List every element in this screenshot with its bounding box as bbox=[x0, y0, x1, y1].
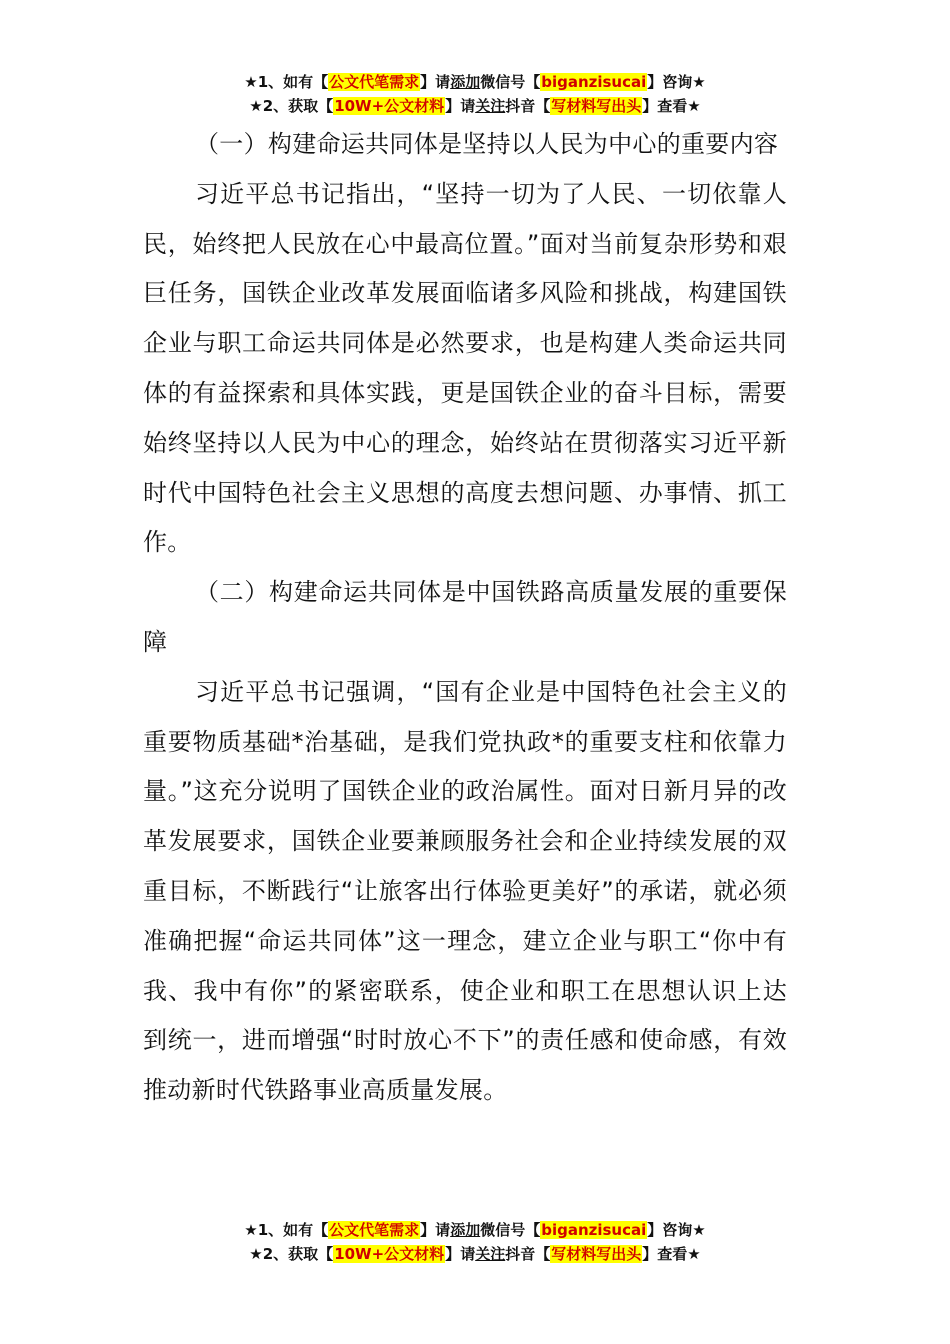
banner-text: ★1、如有【 bbox=[244, 73, 329, 91]
banner-highlight: 公文代笔需求 bbox=[329, 1221, 420, 1239]
banner-text: 】咨询★ bbox=[647, 73, 706, 91]
banner-underlined-text: 添加 bbox=[450, 1221, 481, 1239]
banner-text: 】请 bbox=[445, 97, 476, 115]
banner-text: ★1、如有【 bbox=[244, 1221, 329, 1239]
banner-line-1 bbox=[0, 1218, 950, 1242]
banner-line-2 bbox=[0, 1242, 950, 1266]
banner-highlight: 10W+公文材料 bbox=[334, 97, 445, 115]
banner-highlight: 写材料写出头 bbox=[551, 97, 642, 115]
banner-underlined-text: 添加 bbox=[450, 73, 481, 91]
footer-banner bbox=[0, 1218, 950, 1266]
banner-highlight: biganzisucai bbox=[541, 73, 647, 91]
banner-text: 】查看★ bbox=[642, 1245, 701, 1263]
banner-text: 微信号【 bbox=[480, 73, 541, 91]
banner-text: 抖音【 bbox=[505, 1245, 551, 1263]
banner-highlight: 公文代笔需求 bbox=[329, 73, 420, 91]
paragraph-1: 习近平总书记指出，“坚持一切为了人民、一切依靠人民，始终把人民放在心中最高位置。”面对当前复杂形势和艰巨任务，国铁企业改革发展面临诸多风险和挑战，构建国铁企业与职工命运共同体是必然要求，也是构建人类命运共同体的有益探索和具体实践，更是国铁企业的奋斗目标，需要始终坚持以人民为中心的理念，始终站在贯彻落实习近平新时代中国特色社会主义思想的高度去想问题、办事情、抓工作。 bbox=[143, 179, 787, 557]
banner-text: ★2、获取【 bbox=[249, 1245, 334, 1263]
banner-text: 】请 bbox=[420, 1221, 451, 1239]
banner-line-1 bbox=[0, 70, 950, 94]
paragraph-2: 习近平总书记强调，“国有企业是中国特色社会主义的重要物质基础*治基础，是我们党执政*的重要支柱和依靠力量。”这充分说明了国铁企业的政治属性。面对日新月异的改革发展要求，国铁企业要兼顾服务社会和企业持续发展的双重目标，不断践行“让旅客出行体验更美好”的承诺，就必须准确把握“命运共同体”这一理念，建立企业与职工“你中有我、我中有你”的紧密联系，使企业和职工在思想认识上达到统一，进而增强“时时放心不下”的责任感和使命感，有效推动新时代铁路事业高质量发展。 bbox=[143, 677, 787, 1105]
document-body bbox=[143, 120, 787, 1116]
banner-underlined-text: 关注 bbox=[475, 1245, 506, 1263]
banner-underlined-text: 关注 bbox=[475, 97, 506, 115]
banner-text: 】请 bbox=[420, 73, 451, 91]
banner-highlight: biganzisucai bbox=[541, 1221, 647, 1239]
banner-line-2 bbox=[0, 94, 950, 118]
section-heading-2: （二）构建命运共同体是中国铁路高质量发展的重要保障 bbox=[143, 578, 787, 656]
banner-text: 】查看★ bbox=[642, 97, 701, 115]
banner-text: 】请 bbox=[445, 1245, 476, 1263]
section-heading-1: （一）构建命运共同体是坚持以人民为中心的重要内容 bbox=[195, 130, 779, 158]
banner-highlight: 10W+公文材料 bbox=[334, 1245, 445, 1263]
banner-text: 】咨询★ bbox=[647, 1221, 706, 1239]
banner-highlight: 写材料写出头 bbox=[551, 1245, 642, 1263]
banner-text: ★2、获取【 bbox=[249, 97, 334, 115]
banner-text: 微信号【 bbox=[480, 1221, 541, 1239]
header-banner bbox=[0, 70, 950, 118]
banner-text: 抖音【 bbox=[505, 97, 551, 115]
